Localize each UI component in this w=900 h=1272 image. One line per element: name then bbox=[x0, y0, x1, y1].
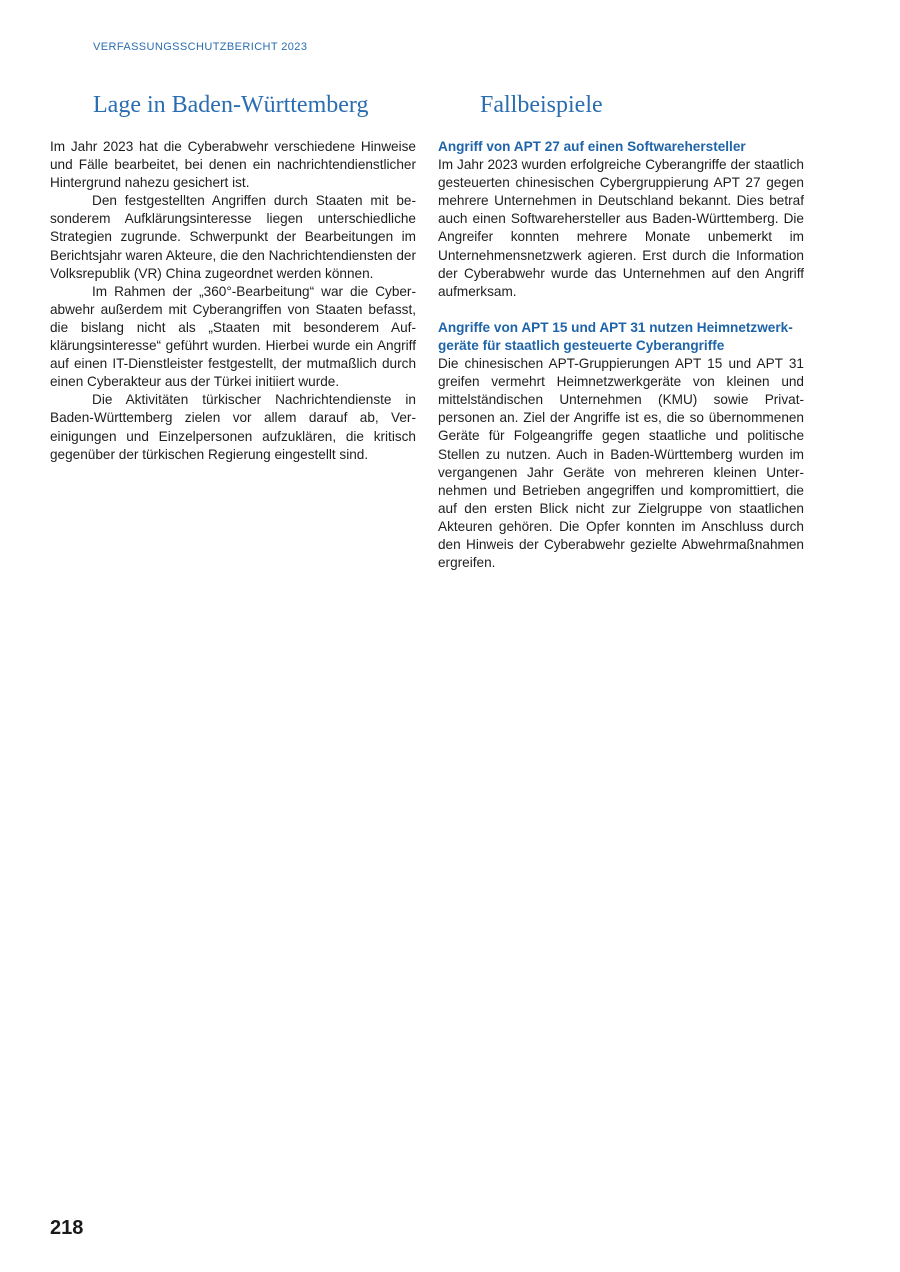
paragraph: Den festgestellten Angriffen durch Staaten mit besonderem Aufklärungsinteresse liegen unterschiedliche Strategien zugrunde. Schwerpunkt der Bearbeitungen im Berichtsjahr waren Akteure, die den Nachrichtendiensten der Volksrepublik (VR) China zugeordnet werden können. bbox=[50, 193, 416, 281]
page-number: 218 bbox=[50, 1217, 84, 1239]
case-study-apt15-apt31 bbox=[438, 319, 804, 572]
left-body bbox=[50, 138, 416, 464]
case-body: Im Jahr 2023 wurden erfolgreiche Cyberangriffe der staatlich gesteuerten chinesischen Cybergruppierung APT 27 gegen mehrere Unternehmen in Deutschland bekannt. Dies betraf auch einen Softwarehersteller aus Baden-Württemberg. Die Angreifer konnten mehrere Monate unbemerkt im Unternehmensnetzwerk agieren. Erst durch die Information der Cyberabwehr wurde das Unternehmen auf den Angriff aufmerksam. bbox=[438, 157, 804, 299]
section-title-fallbeispiele: Fallbeispiele bbox=[480, 92, 603, 118]
case-body: Die chinesischen APT-Gruppierungen APT 15 und APT 31 greifen vermehrt Heimnetzwerkgeräte von kleinen und mittelständischen Unternehmen (KMU) sowie Privatpersonen an. Ziel der Angriffe ist es, die so übernommenen Geräte für Folgeangriffe gegen staatliche und politische Stellen zu nutzen. Auch in Baden-Württemberg wurden im vergangenen Jahr Geräte von mehreren kleinen Unternehmen und Betrieben angegriffen und kompromittiert, die auf den ersten Blick nicht zur Zielgruppe von staatlichen Akteuren gehören. Die Opfer konnten im Anschluss durch den Hinweis der Cyberabwehr gezielte Abwehrmaßnahmen ergreifen. bbox=[438, 356, 804, 571]
case-study-apt27 bbox=[438, 138, 804, 301]
paragraph: Im Jahr 2023 hat die Cyberabwehr verschiedene Hinweise und Fälle bearbeitet, bei denen ein nachrichtendienstlicher Hintergrund nahezu gesichert ist. bbox=[50, 139, 416, 191]
paragraph: Die Aktivitäten türkischer Nachrichtendienste in Baden-Württemberg zielen vor allem darauf ab, Vereinigungen und Einzelpersonen aufzuklären, die kritisch gegenüber der türkischen Regierung eingestellt sind. bbox=[50, 392, 416, 462]
paragraph: Im Rahmen der „360°-Bearbeitung“ war die Cyberabwehr außerdem mit Cyberangriffen von Staaten befasst, die bislang nicht als „Staaten mit besonderem Aufklärungsinteresse“ geführt wurden. Hierbei wurde ein Angriff auf einen IT-Dienstleister festgestellt, der mutmaßlich durch einen Cyberakteur aus der Türkei initiiert wurde. bbox=[50, 283, 416, 390]
case-heading: Angriffe von APT 15 und APT 31 nutzen Heimnetzwerkgeräte für staatlich gesteuerte Cyberangriffe bbox=[438, 319, 793, 353]
right-body bbox=[438, 138, 804, 572]
running-header: VERFASSUNGSSCHUTZBERICHT 2023 bbox=[93, 41, 308, 53]
case-heading: Angriff von APT 27 auf einen Softwarehersteller bbox=[438, 139, 746, 154]
section-title-lage: Lage in Baden-Württemberg bbox=[93, 92, 369, 118]
